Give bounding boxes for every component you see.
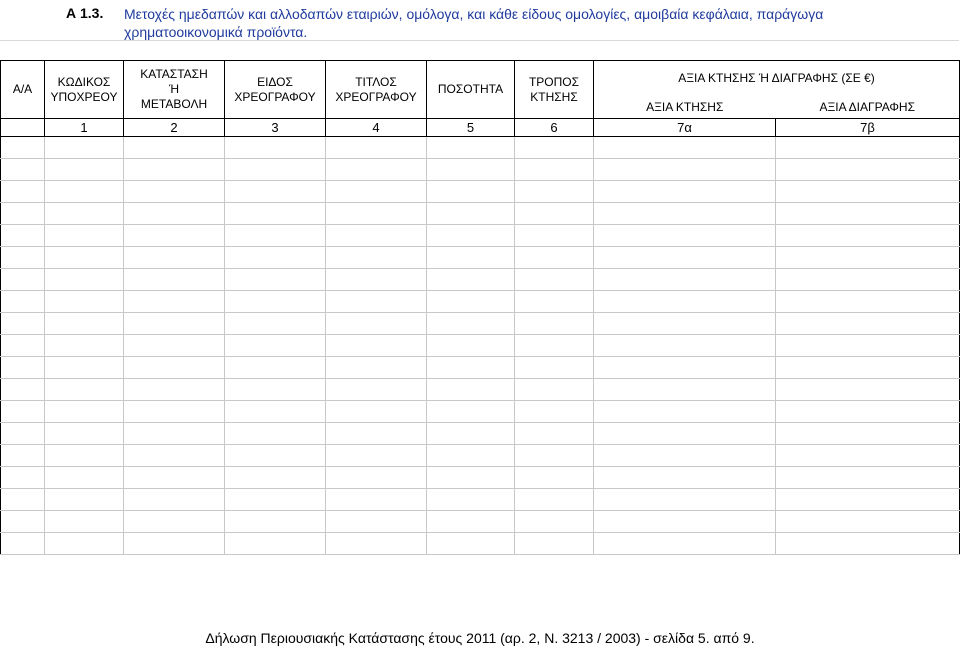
declaration-table-wrapper <box>0 60 960 555</box>
table-cell[interactable] <box>225 313 326 335</box>
table-row <box>1 291 960 313</box>
table-cell[interactable] <box>427 489 515 511</box>
section-number: Α 1.3. <box>66 5 104 21</box>
table-cell[interactable] <box>1 159 45 181</box>
table-cell[interactable] <box>326 181 427 203</box>
table-cell[interactable] <box>1 247 45 269</box>
table-cell[interactable] <box>776 511 960 533</box>
table-cell[interactable] <box>225 445 326 467</box>
table-cell[interactable] <box>515 203 594 225</box>
table-cell[interactable] <box>515 533 594 555</box>
table-row <box>1 423 960 445</box>
table-cell[interactable] <box>124 203 225 225</box>
table-cell[interactable] <box>594 335 776 357</box>
table-cell[interactable] <box>427 269 515 291</box>
table-cell[interactable] <box>124 159 225 181</box>
table-cell[interactable] <box>427 511 515 533</box>
table-row <box>1 313 960 335</box>
header-debtor-code: ΚΩΔΙΚΟΣ ΥΠΟΧΡΕΟΥ <box>45 61 124 119</box>
header-rule <box>0 40 959 41</box>
table-row <box>1 335 960 357</box>
table-cell[interactable] <box>326 533 427 555</box>
table-cell[interactable] <box>124 357 225 379</box>
table-cell[interactable] <box>326 159 427 181</box>
table-cell[interactable] <box>594 181 776 203</box>
table-cell[interactable] <box>776 291 960 313</box>
table-cell[interactable] <box>427 137 515 159</box>
header-value-group: ΑΞΙΑ ΚΤΗΣΗΣ Ή ΔΙΑΓΡΑΦΗΣ (ΣΕ €) <box>594 61 960 97</box>
table-cell[interactable] <box>427 247 515 269</box>
table-cell[interactable] <box>45 511 124 533</box>
table-cell[interactable] <box>427 467 515 489</box>
table-cell[interactable] <box>776 269 960 291</box>
table-cell[interactable] <box>124 269 225 291</box>
table-cell[interactable] <box>45 269 124 291</box>
table-cell[interactable] <box>326 269 427 291</box>
table-cell[interactable] <box>326 357 427 379</box>
table-cell[interactable] <box>225 247 326 269</box>
table-row <box>1 379 960 401</box>
table-cell[interactable] <box>124 445 225 467</box>
table-cell[interactable] <box>776 467 960 489</box>
table-cell[interactable] <box>326 423 427 445</box>
table-cell[interactable] <box>45 247 124 269</box>
table-cell[interactable] <box>515 357 594 379</box>
table-cell[interactable] <box>225 423 326 445</box>
table-cell[interactable] <box>515 489 594 511</box>
table-cell[interactable] <box>326 401 427 423</box>
table-cell[interactable] <box>1 423 45 445</box>
table-cell[interactable] <box>1 291 45 313</box>
table-cell[interactable] <box>326 335 427 357</box>
table-cell[interactable] <box>515 401 594 423</box>
table-cell[interactable] <box>594 423 776 445</box>
table-cell[interactable] <box>776 159 960 181</box>
table-cell[interactable] <box>124 379 225 401</box>
header-deletion-value: ΑΞΙΑ ΔΙΑΓΡΑΦΗΣ <box>776 97 960 119</box>
table-cell[interactable] <box>225 467 326 489</box>
table-cell[interactable] <box>515 137 594 159</box>
table-cell[interactable] <box>1 357 45 379</box>
header-aa: Α/Α <box>1 61 45 119</box>
table-cell[interactable] <box>515 159 594 181</box>
table-cell[interactable] <box>427 401 515 423</box>
table-cell[interactable] <box>1 489 45 511</box>
table-cell[interactable] <box>326 445 427 467</box>
table-cell[interactable] <box>45 181 124 203</box>
table-row <box>1 269 960 291</box>
table-cell[interactable] <box>776 203 960 225</box>
table-cell[interactable] <box>1 467 45 489</box>
table-cell[interactable] <box>427 225 515 247</box>
table-cell[interactable] <box>427 159 515 181</box>
table-cell[interactable] <box>427 379 515 401</box>
table-cell[interactable] <box>225 181 326 203</box>
table-cell[interactable] <box>45 313 124 335</box>
table-cell[interactable] <box>225 489 326 511</box>
table-cell[interactable] <box>225 335 326 357</box>
section-title: Μετοχές ημεδαπών και αλλοδαπών εταιριών, ομόλογα, και κάθε είδους ομολογίες, αμοιβαία κεφάλαια, παράγωγα χρηματοοικονομικά προϊόντα. <box>124 6 824 40</box>
column-number-row <box>1 119 960 137</box>
table-cell[interactable] <box>1 181 45 203</box>
column-number-cell: 4 <box>326 119 427 137</box>
table-cell[interactable] <box>124 489 225 511</box>
table-cell[interactable] <box>45 401 124 423</box>
table-cell[interactable] <box>427 423 515 445</box>
table-cell[interactable] <box>594 291 776 313</box>
table-cell[interactable] <box>124 225 225 247</box>
table-cell[interactable] <box>776 313 960 335</box>
table-cell[interactable] <box>326 489 427 511</box>
table-cell[interactable] <box>225 269 326 291</box>
table-cell[interactable] <box>45 423 124 445</box>
column-number-cell: 7α <box>594 119 776 137</box>
table-cell[interactable] <box>326 203 427 225</box>
table-cell[interactable] <box>1 511 45 533</box>
table-row <box>1 247 960 269</box>
table-cell[interactable] <box>776 445 960 467</box>
column-number-cell: 5 <box>427 119 515 137</box>
table-cell[interactable] <box>594 357 776 379</box>
table-cell[interactable] <box>1 225 45 247</box>
table-cell[interactable] <box>45 467 124 489</box>
table-cell[interactable] <box>124 137 225 159</box>
table-cell[interactable] <box>776 225 960 247</box>
table-cell[interactable] <box>225 291 326 313</box>
table-row <box>1 181 960 203</box>
table-row <box>1 357 960 379</box>
table-cell[interactable] <box>594 137 776 159</box>
table-cell[interactable] <box>776 247 960 269</box>
table-cell[interactable] <box>124 511 225 533</box>
table-cell[interactable] <box>1 203 45 225</box>
table-cell[interactable] <box>515 313 594 335</box>
table-cell[interactable] <box>124 291 225 313</box>
table-row <box>1 137 960 159</box>
table-cell[interactable] <box>45 489 124 511</box>
table-cell[interactable] <box>515 511 594 533</box>
table-cell[interactable] <box>45 379 124 401</box>
table-cell[interactable] <box>515 269 594 291</box>
table-cell[interactable] <box>594 203 776 225</box>
table-cell[interactable] <box>124 423 225 445</box>
table-cell[interactable] <box>225 357 326 379</box>
page-footer: Δήλωση Περιουσιακής Κατάστασης έτους 2011 (αρ. 2, Ν. 3213 / 2003) - σελίδα 5. από 9. <box>205 630 755 646</box>
table-cell[interactable] <box>1 313 45 335</box>
table-cell[interactable] <box>594 225 776 247</box>
table-cell[interactable] <box>1 533 45 555</box>
table-cell[interactable] <box>326 137 427 159</box>
column-number-cell: 7β <box>776 119 960 137</box>
table-cell[interactable] <box>594 445 776 467</box>
table-cell[interactable] <box>124 533 225 555</box>
table-cell[interactable] <box>1 401 45 423</box>
table-cell[interactable] <box>776 423 960 445</box>
table-cell[interactable] <box>515 379 594 401</box>
table-cell[interactable] <box>515 467 594 489</box>
table-cell[interactable] <box>776 489 960 511</box>
table-cell[interactable] <box>515 335 594 357</box>
table-cell[interactable] <box>326 291 427 313</box>
table-cell[interactable] <box>427 445 515 467</box>
table-row <box>1 445 960 467</box>
table-cell[interactable] <box>515 291 594 313</box>
column-number-cell: 1 <box>45 119 124 137</box>
table-cell[interactable] <box>124 247 225 269</box>
table-cell[interactable] <box>45 445 124 467</box>
table-cell[interactable] <box>594 313 776 335</box>
securities-table <box>0 60 960 555</box>
table-cell[interactable] <box>515 445 594 467</box>
table-cell[interactable] <box>225 379 326 401</box>
table-cell[interactable] <box>124 181 225 203</box>
table-cell[interactable] <box>594 401 776 423</box>
header-security-type: ΕΙΔΟΣ ΧΡΕΟΓΡΑΦΟΥ <box>225 61 326 119</box>
table-cell[interactable] <box>124 401 225 423</box>
table-cell[interactable] <box>594 511 776 533</box>
column-number-cell: 3 <box>225 119 326 137</box>
table-cell[interactable] <box>776 379 960 401</box>
table-cell[interactable] <box>1 445 45 467</box>
table-cell[interactable] <box>427 291 515 313</box>
table-cell[interactable] <box>1 137 45 159</box>
table-cell[interactable] <box>515 247 594 269</box>
table-cell[interactable] <box>515 423 594 445</box>
table-cell[interactable] <box>776 401 960 423</box>
table-cell[interactable] <box>776 137 960 159</box>
header-acquisition-method: ΤΡΟΠΟΣ ΚΤΗΣΗΣ <box>515 61 594 119</box>
table-cell[interactable] <box>427 533 515 555</box>
table-cell[interactable] <box>45 335 124 357</box>
table-cell[interactable] <box>225 533 326 555</box>
table-row <box>1 511 960 533</box>
table-cell[interactable] <box>594 467 776 489</box>
table-cell[interactable] <box>326 379 427 401</box>
table-cell[interactable] <box>515 225 594 247</box>
table-cell[interactable] <box>1 335 45 357</box>
table-cell[interactable] <box>594 269 776 291</box>
table-cell[interactable] <box>326 511 427 533</box>
table-cell[interactable] <box>326 247 427 269</box>
table-cell[interactable] <box>326 225 427 247</box>
table-cell[interactable] <box>45 291 124 313</box>
table-cell[interactable] <box>776 357 960 379</box>
table-cell[interactable] <box>45 357 124 379</box>
table-cell[interactable] <box>45 159 124 181</box>
table-cell[interactable] <box>45 137 124 159</box>
table-cell[interactable] <box>594 247 776 269</box>
table-cell[interactable] <box>124 467 225 489</box>
header-security-title: ΤΙΤΛΟΣ ΧΡΕΟΓΡΑΦΟΥ <box>326 61 427 119</box>
table-cell[interactable] <box>594 379 776 401</box>
table-cell[interactable] <box>1 379 45 401</box>
table-cell[interactable] <box>594 533 776 555</box>
column-number-cell <box>1 119 45 137</box>
table-cell[interactable] <box>1 269 45 291</box>
column-number-cell: 6 <box>515 119 594 137</box>
table-row <box>1 489 960 511</box>
header-acquisition-value: ΑΞΙΑ ΚΤΗΣΗΣ <box>594 97 776 119</box>
table-cell[interactable] <box>225 203 326 225</box>
table-cell[interactable] <box>326 313 427 335</box>
table-cell[interactable] <box>124 313 225 335</box>
table-cell[interactable] <box>427 181 515 203</box>
table-cell[interactable] <box>45 533 124 555</box>
table-cell[interactable] <box>427 203 515 225</box>
table-row <box>1 225 960 247</box>
table-cell[interactable] <box>225 511 326 533</box>
table-cell[interactable] <box>427 335 515 357</box>
table-row <box>1 533 960 555</box>
table-cell[interactable] <box>594 489 776 511</box>
table-row <box>1 467 960 489</box>
table-cell[interactable] <box>776 181 960 203</box>
table-cell[interactable] <box>427 313 515 335</box>
table-cell[interactable] <box>225 401 326 423</box>
header-status: ΚΑΤΑΣΤΑΣΗ Ή ΜΕΤΑΒΟΛΗ <box>124 61 225 119</box>
table-cell[interactable] <box>225 225 326 247</box>
table-cell[interactable] <box>594 159 776 181</box>
table-cell[interactable] <box>45 203 124 225</box>
table-row <box>1 401 960 423</box>
column-number-cell: 2 <box>124 119 225 137</box>
table-cell[interactable] <box>427 357 515 379</box>
table-cell[interactable] <box>45 225 124 247</box>
table-cell[interactable] <box>326 467 427 489</box>
table-cell[interactable] <box>776 335 960 357</box>
table-row <box>1 159 960 181</box>
table-cell[interactable] <box>124 335 225 357</box>
table-cell[interactable] <box>776 533 960 555</box>
header-quantity: ΠΟΣΟΤΗΤΑ <box>427 61 515 119</box>
table-row <box>1 203 960 225</box>
table-cell[interactable] <box>515 181 594 203</box>
table-cell[interactable] <box>225 137 326 159</box>
table-cell[interactable] <box>225 159 326 181</box>
